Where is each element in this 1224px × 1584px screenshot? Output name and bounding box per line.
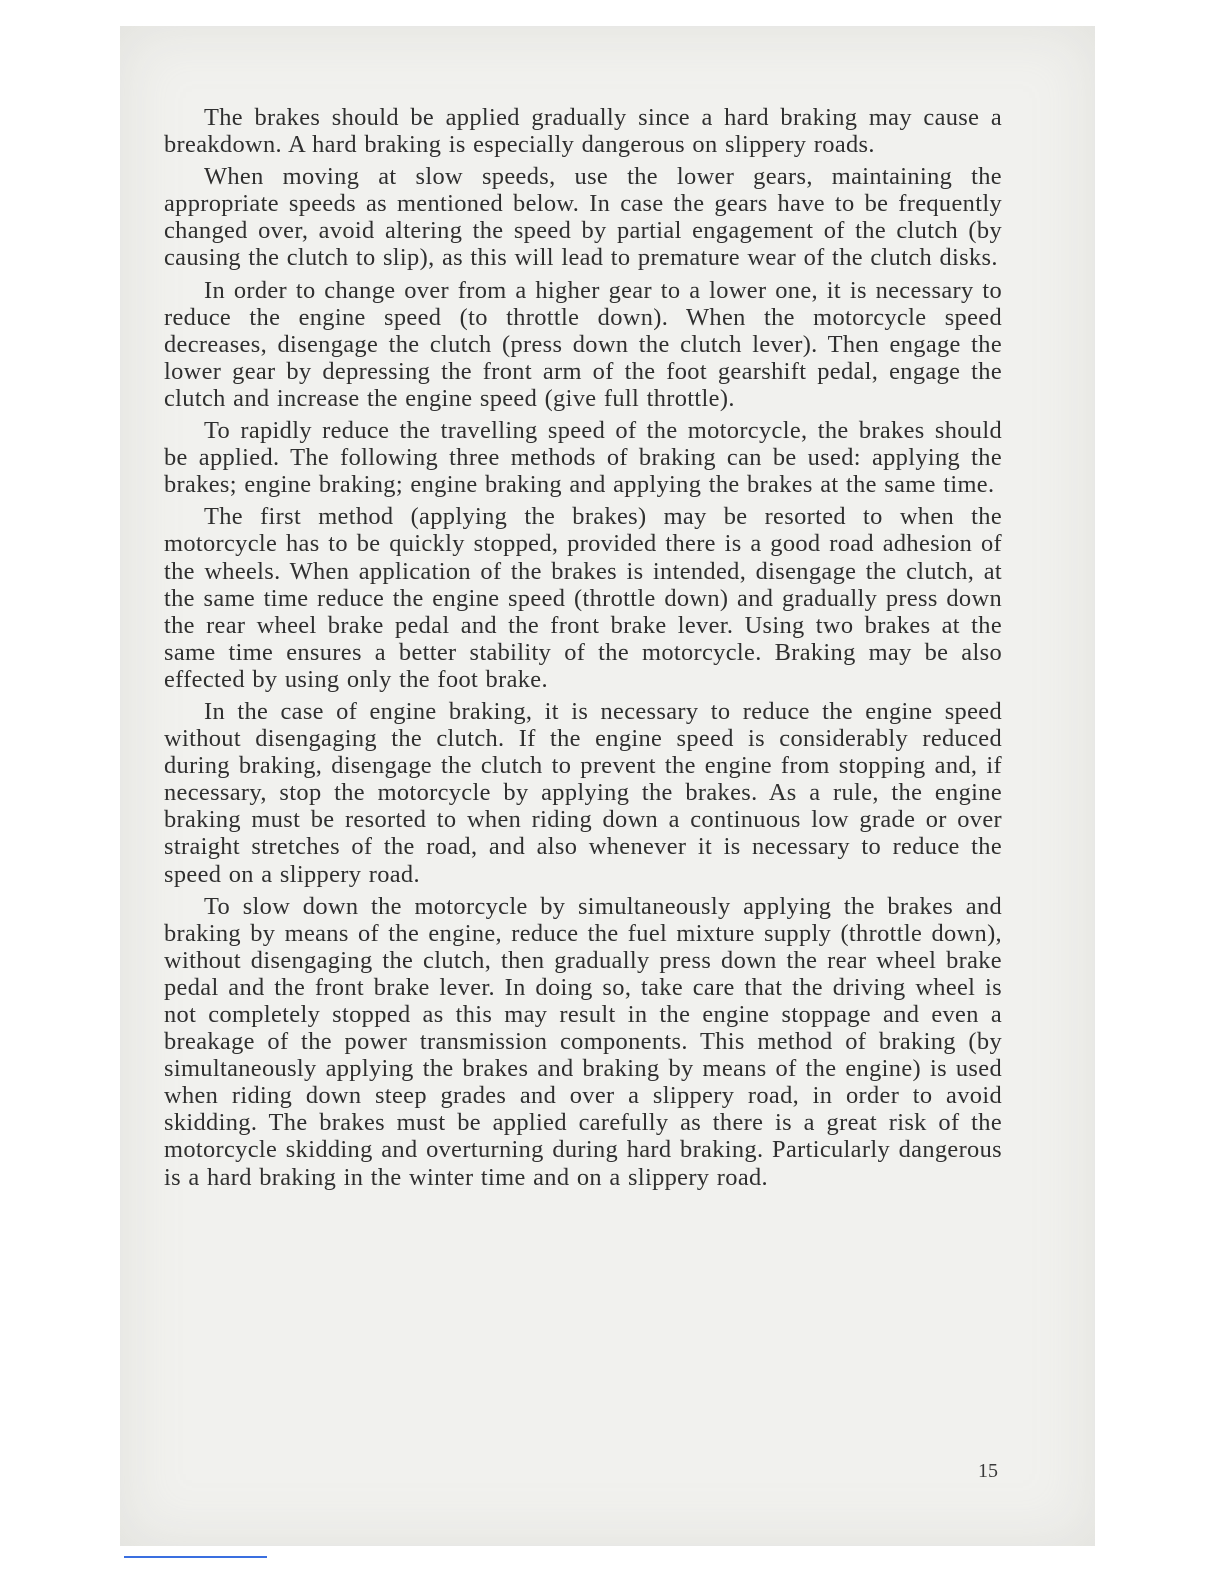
paragraph-first-method: The first method (applying the brakes) may be resorted to when the motorcycle has to be quickly stopped, provided there is a good road adhesion of the wheels. When application of the brakes is intended, disengage the clutch, at the same time reduce the engine speed (throttle down) and gradually press down the rear wheel brake pedal and the front brake lever. Using two brakes at the same time ensures a better stability of the motorcycle. Braking may be also effected by using only the foot brake.	[164, 503, 1002, 693]
footer-rule	[124, 1556, 267, 1558]
paragraph-hard-braking: The brakes should be applied gradually since a hard braking may cause a breakdown. A hard braking is especially dangerous on slippery roads.	[164, 104, 1002, 159]
body-text	[164, 104, 1002, 1196]
paragraph-braking-methods: To rapidly reduce the travelling speed of the motorcycle, the brakes should be applied. The following three methods of braking can be used: applying the brakes; engine braking; engine braking and applying the brakes at the same time.	[164, 417, 1002, 499]
paragraph-slow-speeds: When moving at slow speeds, use the lower gears, maintaining the appropriate speeds as mentioned below. In case the gears have to be frequently changed over, avoid altering the speed by partial engagement of the clutch (by causing the clutch to slip), as this will lead to premature wear of the clutch disks.	[164, 163, 1002, 272]
paragraph-engine-braking: In the case of engine braking, it is necessary to reduce the engine speed without disengaging the clutch. If the engine speed is considerably reduced during braking, disengage the clutch to prevent the engine from stopping and, if necessary, stop the motorcycle by applying the brakes. As a rule, the engine braking must be resorted to when riding down a continuous low grade or over straight stretches of the road, and also whenever it is necessary to reduce the speed on a slippery road.	[164, 697, 1002, 888]
paragraph-gear-change: In order to change over from a higher gear to a lower one, it is necessary to reduce the engine speed (to throttle down). When the motorcycle speed decreases, disengage the clutch (press down the clutch lever). Then engage the lower gear by depressing the front arm of the foot gearshift pedal, engage the clutch and increase the engine speed (give full throttle).	[164, 276, 1002, 412]
paragraph-combined-braking: To slow down the motorcycle by simultaneously applying the brakes and braking by means of the engine, reduce the fuel mixture supply (throttle down), without disengaging the clutch, then gradually press down the rear wheel brake pedal and the front brake lever. In doing so, take care that the driving wheel is not completely stopped as this may result in the engine stoppage and even a breakage of the power transmission components. This method of braking (by simultaneously applying the brakes and braking by means of the engine) is used when riding down steep grades and over a slippery road, in order to avoid skidding. The brakes must be applied carefully as there is a great risk of the motorcycle skidding and overturning during hard braking. Particularly dangerous is a hard braking in the winter time and on a slippery road.	[164, 892, 1002, 1191]
page-number: 15	[978, 1460, 998, 1482]
